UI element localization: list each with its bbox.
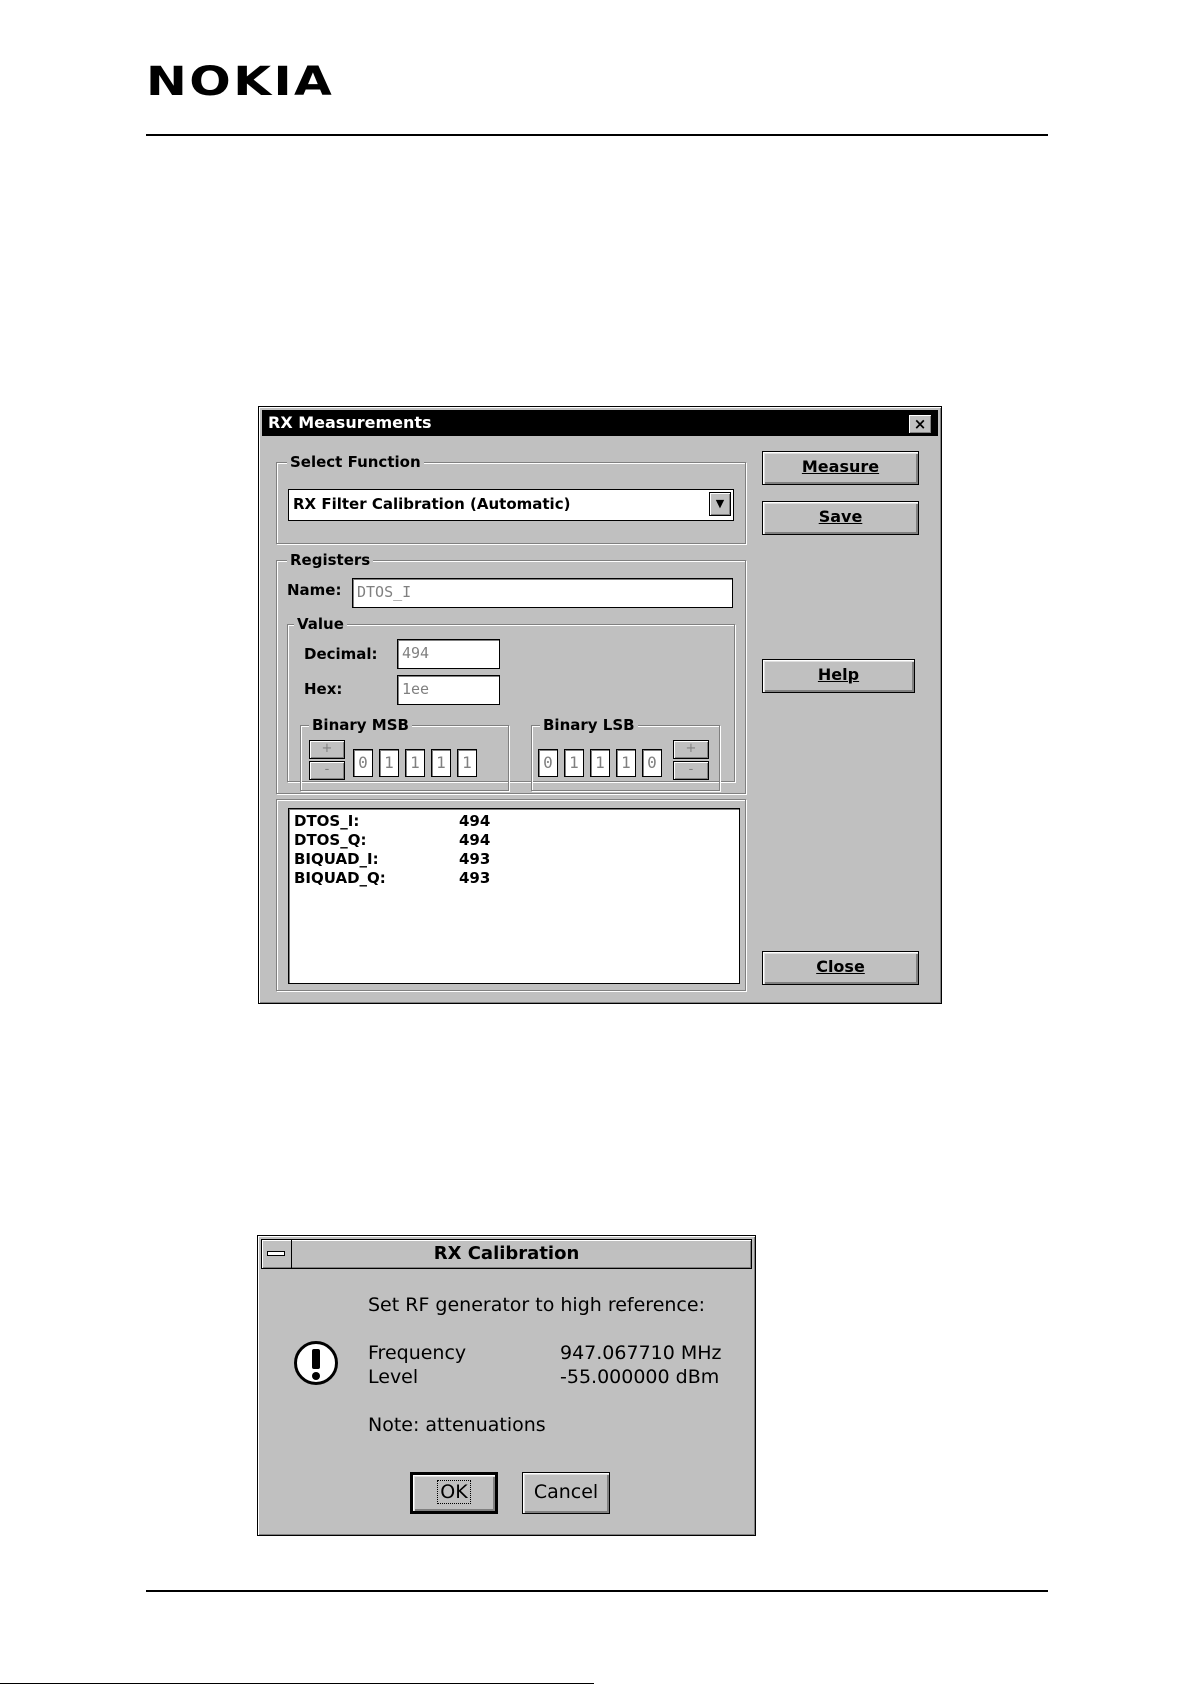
hex-field[interactable]: 1ee [397, 675, 500, 705]
select-function-group [276, 453, 746, 544]
dialog-title: RX Measurements [268, 413, 432, 432]
result-name: DTOS_I: [294, 812, 360, 830]
msb-bit[interactable]: 1 [431, 749, 451, 777]
function-select[interactable] [288, 489, 734, 521]
msb-bit[interactable]: 1 [379, 749, 399, 777]
decimal-label: Decimal: [304, 645, 378, 663]
msb-bit[interactable]: 1 [405, 749, 425, 777]
system-menu-icon[interactable] [262, 1240, 292, 1268]
frequency-value: 947.067710 MHz [560, 1342, 722, 1364]
dialog-titlebar[interactable] [262, 410, 938, 436]
exclamation-icon [294, 1341, 338, 1385]
result-value: 493 [459, 850, 491, 868]
function-select-value: RX Filter Calibration (Automatic) [293, 495, 571, 513]
registers-label: Registers [287, 550, 373, 570]
hex-label: Hex: [304, 680, 343, 698]
result-name: DTOS_Q: [294, 831, 367, 849]
registers-group [276, 551, 746, 794]
result-name: BIQUAD_Q: [294, 869, 386, 887]
lsb-decrement-button[interactable]: - [673, 761, 709, 780]
lsb-bit[interactable]: 1 [564, 749, 584, 777]
binary-lsb-group [531, 716, 720, 791]
result-value: 494 [459, 812, 491, 830]
help-button[interactable]: Help [762, 659, 915, 693]
footer-rule [146, 1590, 1048, 1592]
measure-button[interactable]: Measure [762, 451, 919, 485]
level-value: -55.000000 dBm [560, 1366, 720, 1388]
msb-bit[interactable]: 1 [457, 749, 477, 777]
msb-bit[interactable]: 0 [353, 749, 373, 777]
value-label: Value [294, 614, 347, 634]
value-group [287, 615, 735, 782]
result-name: BIQUAD_I: [294, 850, 379, 868]
ok-button[interactable] [410, 1472, 498, 1514]
result-row [294, 850, 491, 869]
binary-lsb-label: Binary LSB [540, 715, 638, 735]
lsb-bit[interactable]: 1 [590, 749, 610, 777]
cancel-button[interactable]: Cancel [522, 1472, 610, 1514]
lsb-bit[interactable]: 0 [642, 749, 662, 777]
level-label: Level [368, 1366, 419, 1388]
msb-decrement-button[interactable]: - [309, 761, 345, 780]
lsb-bit[interactable]: 1 [616, 749, 636, 777]
instruction-text: Set RF generator to high reference: [368, 1294, 705, 1316]
result-row [294, 869, 491, 888]
results-group [276, 799, 746, 991]
select-function-label: Select Function [287, 452, 424, 472]
results-listbox[interactable] [288, 808, 740, 984]
rx-calibration-dialog [257, 1235, 756, 1536]
result-row [294, 812, 491, 831]
binary-msb-group [300, 716, 509, 791]
save-button[interactable]: Save [762, 501, 919, 535]
lsb-increment-button[interactable]: + [673, 740, 709, 759]
result-row [294, 831, 491, 850]
chevron-down-icon[interactable]: ▼ [709, 492, 731, 516]
register-name-field[interactable]: DTOS_I [352, 578, 733, 608]
result-value: 494 [459, 831, 491, 849]
page-edge-line [0, 1683, 594, 1684]
close-button[interactable]: Close [762, 951, 919, 985]
msb-increment-button[interactable]: + [309, 740, 345, 759]
rx-measurements-dialog [258, 406, 942, 1004]
nokia-logo: NOKIA [146, 59, 335, 105]
calibration-titlebar[interactable] [261, 1239, 752, 1269]
result-value: 493 [459, 869, 491, 887]
note-text: Note: attenuations [368, 1414, 546, 1436]
name-label: Name: [287, 581, 342, 599]
header-rule [146, 134, 1048, 136]
lsb-bit[interactable]: 0 [538, 749, 558, 777]
ok-button-label: OK [437, 1480, 470, 1504]
binary-msb-label: Binary MSB [309, 715, 412, 735]
frequency-label: Frequency [368, 1342, 467, 1364]
calibration-title: RX Calibration [433, 1243, 580, 1264]
decimal-field[interactable]: 494 [397, 639, 500, 669]
close-icon[interactable]: × [908, 414, 932, 434]
